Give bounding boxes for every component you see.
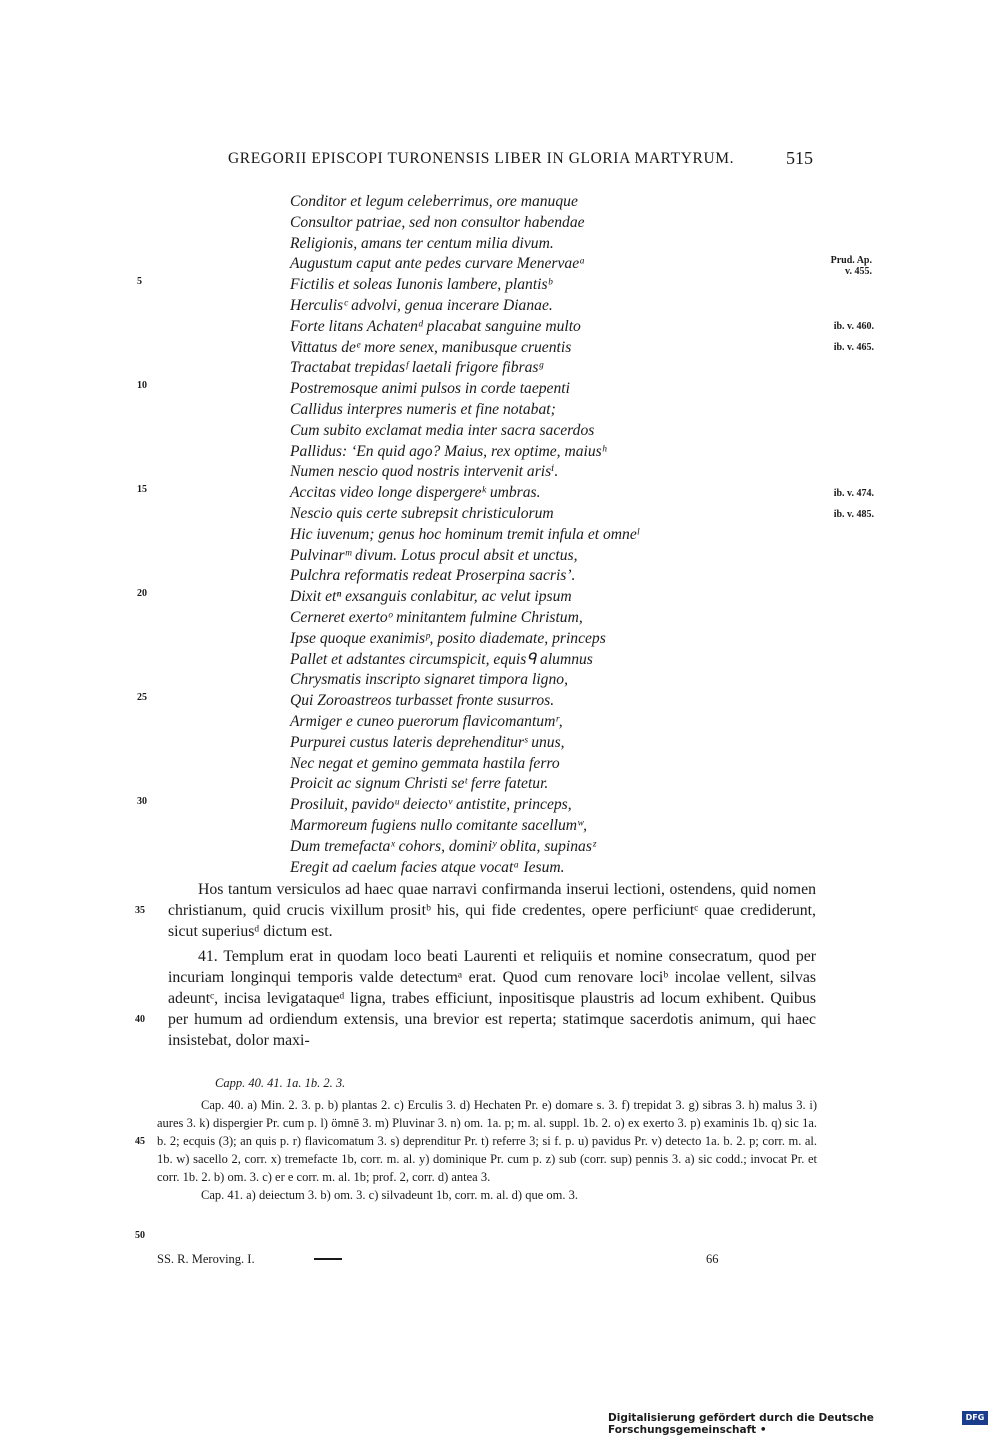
apparatus-capp-text: Capp. 40. 41. 1a. 1b. 2. 3. xyxy=(215,1076,346,1090)
margin-reference: ib. v. 465. xyxy=(833,342,874,353)
verse-line: Dixit etⁿ exsanguis conlabitur, ac velut ipsum xyxy=(290,588,572,605)
verse-line: Pallidus: ‘En quid ago? Maius, rex optime, maiusʰ xyxy=(290,443,607,460)
margin-reference: ib. v. 485. xyxy=(833,509,874,520)
apparatus-notes xyxy=(157,1096,817,1204)
apparatus-cap41: Cap. 41. a) deiectum 3. b) om. 3. c) silvadeunt 1b, corr. m. al. d) que om. 3. xyxy=(201,1188,578,1202)
margin-reference: ib. v. 474. xyxy=(833,488,874,499)
verse-line: Cerneret exertoᵒ minitantem fulmine Christum, xyxy=(290,609,583,626)
verse-line: Purpurei custus lateris deprehenditurˢ unus, xyxy=(290,734,565,751)
apparatus-cap40: Cap. 40. a) Min. 2. 3. p. b) plantas 2. c) Erculis 3. d) Hechaten Pr. e) domare s. 3. f) trepidat 3. g) sibras 3. h) malus 3. i) aures 3. k) dispergier Pr. cum p. l) ömnē 3. m) Pluvinar 3. n) om. 1a. p; m. al. suppl. 1b. 2. o) ex exerto 3. p) examinis 1b. q) sic 1a. b. 2; ecquis (3); an quis p. r) flavicomatum 3. s) deprenditur Pr. t) referre 3; si f. p. u) pavidus Pr. v) detecto 1a. b. 2. p; corr. m. al. 1b. w) sacello 2, corr. x) tremefacte 1b, corr. m. al. y) dominique Pr. cum p. z) sub (corr. sup) pennis 3. a) sic codd.; invocat Pr. et corr. 1b. 2. b) om. 3. c) er e corr. m. al. 1b; prof. 2, corr. d) antea 3. xyxy=(157,1098,817,1184)
signature-rule xyxy=(314,1258,342,1260)
verse-line: Armiger e cuneo puerorum flavicomantumʳ, xyxy=(290,713,563,730)
verse-line: Pallet et adstantes circumspicit, equisᑫ alumnus xyxy=(290,651,593,668)
line-number: 5 xyxy=(137,276,142,287)
line-number: 45 xyxy=(135,1136,145,1147)
digitization-credit: Digitalisierung gefördert durch die Deutsche Forschungsgemeinschaft • xyxy=(608,1412,874,1436)
verse-line: Callidus interpres numeris et fine notabat; xyxy=(290,401,556,418)
verse-line: Augustum caput ante pedes curvare Menervaeᵃ xyxy=(290,255,586,272)
page-number: 515 xyxy=(786,148,813,168)
verse-line: Hic iuvenum; genus hoc hominum tremit infula et omneˡ xyxy=(290,526,639,543)
verse-line: Nescio quis certe subrepsit christiculorum xyxy=(290,505,554,522)
verse-line: Accitas video longe dispergereᵏ umbras. xyxy=(290,484,541,501)
verse-line: Ipse quoque exanimisᵖ, posito diademate, princeps xyxy=(290,630,606,647)
apparatus-capp xyxy=(215,1076,345,1091)
verse-line: Fictilis et soleas Iunonis lambere, plantisᵇ xyxy=(290,276,552,293)
verse-line: Forte litans Achatenᵈ placabat sanguine multo xyxy=(290,318,581,335)
verse-line: Postremosque animi pulsos in corde taepenti xyxy=(290,380,570,397)
prose-paragraph: 41. Templum erat in quodam loco beati Laurenti et reliquiis et nomine consecratum, quod per incuriam longinqui temporis valde detectumᵃ erat. Quod cum renovare lociᵇ incolae vellent, silvas adeuntᶜ, incisa levigataqueᵈ ligna, trabes efficiunt, inpositisque plaustris ad locum exhibent. Quibus per humum ad ordiendum extensis, una brevior est reperta; statimque sacerdotis animum, qui haec insistebat, dolor maxi- xyxy=(168,948,816,1049)
verse-line: Numen nescio quod nostris intervenit arisⁱ. xyxy=(290,463,559,480)
verse-line: Qui Zoroastreos turbasset fronte susurros. xyxy=(290,692,555,709)
line-number: 40 xyxy=(135,1014,145,1025)
verse-line: Marmoreum fugiens nullo comitante sacellumʷ, xyxy=(290,817,587,834)
dfg-logo: DFG xyxy=(962,1411,988,1425)
running-title: GREGORII EPISCOPI TURONENSIS LIBER IN GLORIA MARTYRUM. xyxy=(228,150,735,167)
verse-line: Pulvinarᵐ divum. Lotus procul absit et unctus, xyxy=(290,547,578,564)
margin-reference: ib. v. 460. xyxy=(833,321,874,332)
verse-line: Religionis, amans ter centum milia divum. xyxy=(290,235,554,252)
running-header xyxy=(0,150,1000,176)
line-number: 50 xyxy=(135,1230,145,1241)
verse-line: Herculisᶜ advolvi, genua incerare Dianae. xyxy=(290,297,553,314)
verse-line: Dum tremefactaˣ cohors, dominiʸ oblita, supinasᶻ xyxy=(290,838,596,855)
prose-paragraph: Hos tantum versiculos ad haec quae narravi confirmanda inserui lectioni, ostendens, quid nomen christianum, quid crucis vixillum prositᵇ his, qui fide credentes, opere perficiuntᶜ quae crediderunt, sicut superiusᵈ dictum est. xyxy=(168,881,816,940)
verse-line: Tractabat trepidasᶠ laetali frigore fibrasᵍ xyxy=(290,359,543,376)
line-number: 20 xyxy=(137,588,147,599)
verse-line: Eregit ad caelum facies atque vocatᵃ Iesum. xyxy=(290,859,565,876)
verse-line: Vittatus deᵉ more senex, manibusque cruentis xyxy=(290,339,572,356)
verse-line: Conditor et legum celeberrimus, ore manuque xyxy=(290,193,578,210)
verse-line: Chrysmatis inscripto signaret timpora ligno, xyxy=(290,671,568,688)
verse-line: Proicit ac signum Christi seᵗ ferre fatetur. xyxy=(290,775,549,792)
line-number: 35 xyxy=(135,905,145,916)
line-number: 25 xyxy=(137,692,147,703)
line-number: 30 xyxy=(137,796,147,807)
signature-mark: SS. R. Meroving. I. xyxy=(157,1252,255,1266)
line-number: 15 xyxy=(137,484,147,495)
verse-line: Pulchra reformatis redeat Proserpina sacris’. xyxy=(290,567,576,584)
signature-number: 66 xyxy=(706,1252,719,1266)
line-number: 10 xyxy=(137,380,147,391)
verse-line: Consultor patriae, sed non consultor habendae xyxy=(290,214,585,231)
verse-line: Prosiluit, pavidoᵘ deiectoᵛ antistite, princeps, xyxy=(290,796,572,813)
verse-line: Cum subito exclamat media inter sacra sacerdos xyxy=(290,422,595,439)
verse-line: Nec negat et gemino gemmata hastila ferro xyxy=(290,755,560,772)
margin-reference: v. 455. xyxy=(845,266,872,277)
margin-reference: Prud. Ap. xyxy=(830,255,872,266)
